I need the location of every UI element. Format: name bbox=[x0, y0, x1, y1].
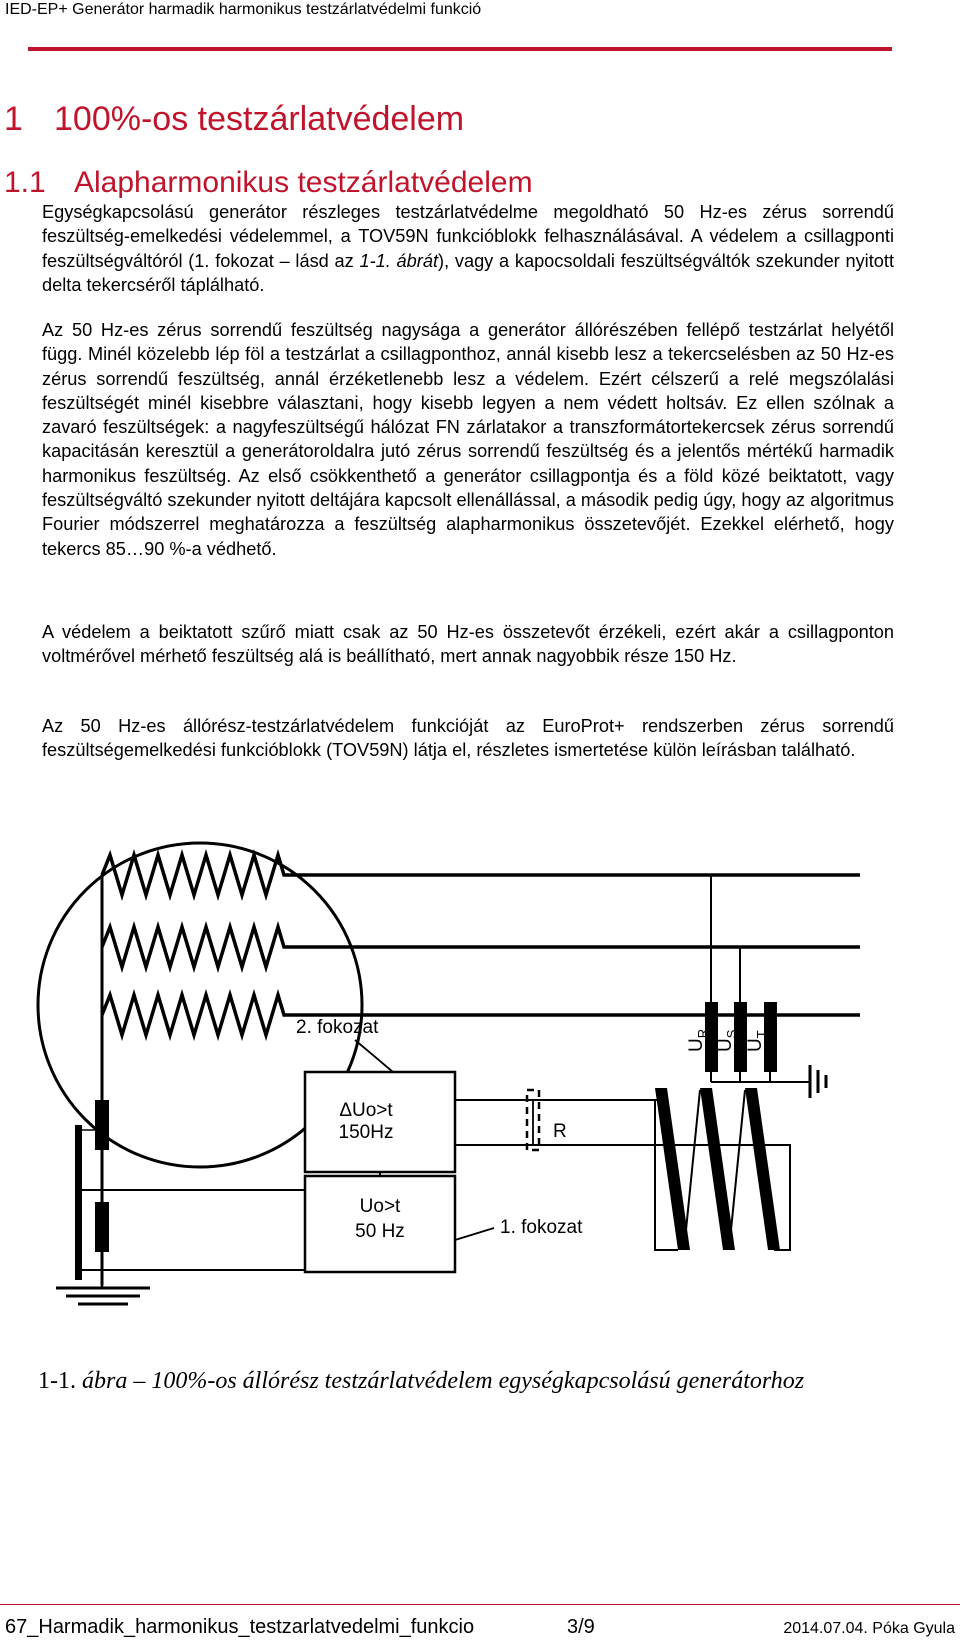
neutral-vt-primary-lower bbox=[95, 1202, 109, 1252]
relay-50hz-line1: Uo>t bbox=[359, 1196, 401, 1217]
paragraph-filter: A védelem a beiktatott szűrő miatt csak az 50 Hz-es összetevőt érzékeli, ezért akár a csillagponton voltmérővel mérhető feszültség alá is beállítható, mert annak nagyobbik része 150 Hz. bbox=[42, 622, 894, 667]
resistor-label: R bbox=[553, 1121, 567, 1142]
svg-text:UR: $U_R$ bbox=[686, 1028, 710, 1052]
winding-r-icon bbox=[102, 855, 860, 895]
section-title: 100%-os testzárlatvédelem bbox=[54, 100, 465, 138]
stage-1-label: 1. fokozat bbox=[500, 1217, 583, 1238]
neutral-vt-primary-upper bbox=[95, 1100, 109, 1150]
figure-caption bbox=[38, 1368, 938, 1395]
vt-ground-icon bbox=[810, 1065, 826, 1098]
header-title: IED-EP+ Generátor harmadik harmonikus testzárlatvédelmi funkció bbox=[5, 1, 482, 18]
winding-s-icon bbox=[102, 927, 860, 967]
voltage-label-ut bbox=[745, 1030, 769, 1052]
document-header bbox=[0, 0, 960, 22]
caption-text: 100%-os állórész testzárlatvédelem egységkapcsolású generátorhoz bbox=[151, 1368, 805, 1394]
relay-150hz-line1: ΔUo>t bbox=[339, 1100, 393, 1121]
paragraph-europrot: Az 50 Hz-es állórész-testzárlatvédelem funkcióját az EuroProt+ rendszerben zérus sorrendű feszültségemelkedési funkcióblokk (TOV59N) látja el, részletes ismertetése külön leírásban található. bbox=[42, 716, 894, 761]
relay-150hz-line2: 150Hz bbox=[338, 1122, 394, 1143]
caption-label: ábra bbox=[82, 1368, 128, 1394]
section-number: 1 bbox=[4, 100, 23, 138]
footer-date-author: 2014.07.04. Póka Gyula bbox=[783, 1620, 955, 1637]
subsection-heading bbox=[4, 166, 533, 200]
caption-number: 1-1. bbox=[38, 1368, 76, 1394]
svg-text:US: $U_S$ bbox=[715, 1029, 739, 1052]
paragraph-intro-a: Egységkapcsolású generátor részleges testzárlatvédelme megoldható 50 Hz-es zérus sorrendű feszültség-emelkedési védelemmel, a TOV59N funkcióblokk felhasználásával. A védelem a csillagponti feszültségváltóról (1. fokozat – lásd az bbox=[42, 202, 894, 271]
paragraph-zero-sequence: Az 50 Hz-es zérus sorrendű feszültség nagysága a generátor állórészében fellépő testzárlat helyétől függ. Minél közelebb lép föl a testzárlat a csillagponthoz, annál kisebb lesz a tekercselésben az 50 Hz-es zérus sorrendű feszültség, annál érzéketlenebb lesz a védelem. Ezért célszerű a relé megszólalási feszültségét minél kisebbre választani, hogy kisebb legyen a nem védett holtsáv. Ez ellen szólnak a zavaró feszültségek: a nagyfeszültségű hálózat FN zárlatakor a transzformátortekercsek zérus sorrendű kapacitásán keresztül a generátoroldalra jutó zérus sorrendű feszültség és a jelentős mértékű harmadik harmonikus feszültség. Az első csökkenthető a generátor csillagpontja és a föld közé beiktatott, vagy feszültségváltó szekunder nyitott deltájára kapcsolt ellenállással, a második pedig úgy, hogy az algoritmus Fourier módszerrel meghatározza a feszültség alapharmonikus összetevőjét. Ezekkel elérhető, hogy tekercs 85…90 %-a védhető. bbox=[42, 320, 894, 559]
neutral-vt-secondary bbox=[75, 1125, 82, 1280]
figure-reference: 1-1. ábrát bbox=[359, 250, 439, 271]
footer-page-number: 3/9 bbox=[567, 1616, 595, 1638]
protection-circuit-diagram bbox=[0, 840, 960, 1360]
paragraph-intro-b: ), vagy a kapocsoldali feszültségváltók szekunder nyitott delta tekercséről táplálható. bbox=[42, 250, 894, 295]
document-footer bbox=[0, 1608, 960, 1638]
relay-50hz-line2: 50 Hz bbox=[355, 1221, 405, 1242]
voltage-label-us bbox=[715, 1029, 739, 1052]
paragraph-intro bbox=[42, 200, 894, 297]
footer-filename: 67_Harmadik_harmonikus_testzarlatvedelmi_funkcio bbox=[5, 1616, 475, 1638]
open-delta-secondary-icon bbox=[655, 1088, 790, 1250]
header-rule bbox=[28, 47, 892, 51]
voltage-label-ur bbox=[686, 1029, 710, 1052]
subsection-number: 1.1 bbox=[4, 166, 46, 199]
footer-rule bbox=[0, 1604, 960, 1605]
subsection-title: Alapharmonikus testzárlatvédelem bbox=[74, 166, 533, 199]
svg-text:UT: $U_T$ bbox=[745, 1030, 769, 1052]
ground-icon bbox=[56, 1252, 150, 1304]
stage-2-label: 2. fokozat bbox=[296, 1017, 379, 1038]
section-heading bbox=[4, 100, 464, 139]
caption-dash: – bbox=[133, 1368, 146, 1394]
